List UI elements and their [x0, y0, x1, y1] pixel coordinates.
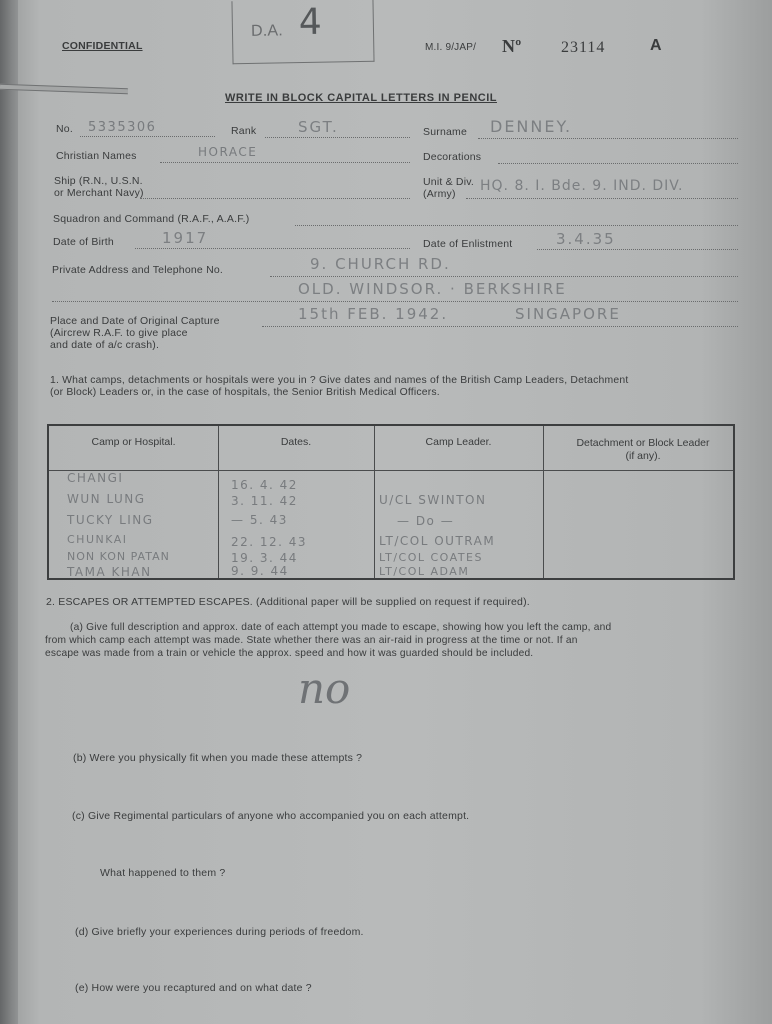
date-of-birth-label: Date of Birth	[53, 236, 114, 248]
stamp-text: D.A.	[250, 22, 284, 40]
camps-table	[47, 424, 735, 580]
header-camp: Camp or Hospital.	[91, 436, 176, 448]
address-label: Private Address and Telephone No.	[52, 264, 224, 276]
surname-label: Surname	[423, 126, 468, 138]
question-2c-text: (c) Give Regimental particulars of anyone who accompanied you on each attempt.	[72, 810, 470, 822]
row-camp: CHUNKAI	[67, 533, 128, 546]
row-date: 3. 11. 42	[231, 494, 298, 508]
decorations-label: Decorations	[423, 151, 482, 163]
address-line-2: OLD. WINDSOR. · BERKSHIRE	[298, 280, 567, 298]
question-1-text-2: (or Block) Leaders or, in the case of hospitals, the Senior British Medical Officers.	[50, 387, 440, 398]
row-leader: LT/COL COATES	[379, 551, 483, 564]
enlistment-label: Date of Enlistment	[423, 238, 513, 250]
row-date: 9. 9. 44	[231, 564, 289, 578]
unit-value: HQ. 8. I. Bde. 9. IND. DIV.	[480, 178, 684, 194]
address-line-1: 9. CHURCH RD.	[310, 255, 451, 273]
serial-suffix: A	[650, 37, 662, 54]
rank-value: SGT.	[298, 118, 339, 136]
row-camp: TAMA KHAN	[67, 565, 152, 579]
capture-place-value: SINGAPORE	[515, 305, 621, 323]
number-label: Nº	[502, 36, 522, 56]
ship-label: Ship (R.N., U.S.N.	[54, 175, 143, 187]
binding-string	[0, 84, 128, 94]
question-2c-sub-text: What happened to them ?	[100, 867, 226, 879]
stamp-number: 4	[298, 1, 323, 44]
christian-names-value: HORACE	[198, 145, 258, 159]
capture-label-2: (Aircrew R.A.F. to give place	[50, 327, 188, 339]
date-of-birth-value: 1917	[162, 229, 209, 247]
row-leader: U/CL SWINTON	[379, 493, 487, 507]
capture-date-value: 15th FEB. 1942.	[298, 305, 449, 323]
question-2-heading: 2. ESCAPES OR ATTEMPTED ESCAPES. (Additional paper will be supplied on request if required).	[46, 596, 530, 608]
row-camp: NON KON PATAN	[67, 550, 170, 563]
question-2b-text: (b) Were you physically fit when you made these attempts ?	[73, 752, 363, 764]
capture-label: Place and Date of Original Capture	[50, 315, 220, 327]
row-date: 16. 4. 42	[231, 478, 298, 492]
unit-label-2: (Army)	[423, 188, 456, 200]
row-date: 19. 3. 44	[231, 551, 298, 565]
christian-names-label: Christian Names	[56, 150, 137, 162]
enlistment-value: 3.4.35	[556, 230, 616, 248]
unit-label: Unit & Div.	[423, 176, 475, 188]
squadron-label: Squadron and Command (R.A.F., A.A.F.)	[53, 213, 250, 225]
header-detachment-leader: Detachment or Block Leader (if any).	[576, 437, 710, 462]
received-stamp	[231, 0, 374, 64]
pencil-instruction: WRITE IN BLOCK CAPITAL LETTERS IN PENCIL	[225, 92, 497, 104]
row-date: — 5. 43	[231, 513, 288, 527]
question-2a-text-2: from which camp each attempt was made. State whether there was an air-raid in progress at the time or not. If an	[45, 635, 578, 646]
form-reference: M.I. 9/JAP/	[425, 42, 477, 53]
row-camp: WUN LUNG	[67, 492, 146, 506]
row-leader: — Do —	[397, 514, 455, 528]
question-2d-text: (d) Give briefly your experiences during periods of freedom.	[75, 926, 364, 938]
escape-answer: no	[298, 664, 351, 713]
question-2a-text-3: escape was made from a train or vehicle the approx. speed and how it was guarded should be included.	[45, 648, 534, 659]
confidential-label: CONFIDENTIAL	[62, 40, 143, 52]
row-date: 22. 12. 43	[231, 535, 308, 549]
row-camp: CHANGI	[67, 471, 124, 485]
question-2e-text: (e) How were you recaptured and on what date ?	[75, 982, 312, 994]
row-camp: TUCKY LING	[67, 513, 154, 527]
question-2a-text: (a) Give full description and approx. date of each attempt you made to escape, showing how you left the camp, and	[70, 622, 612, 633]
capture-label-3: and date of a/c crash).	[50, 339, 160, 351]
no-label: No.	[56, 123, 73, 135]
serial-number: 23114	[561, 39, 606, 56]
question-1-text: 1. What camps, detachments or hospitals were you in ? Give dates and names of the British Camp Leaders, Detachment	[50, 375, 629, 386]
surname-value: DENNEY.	[490, 117, 573, 136]
row-leader: LT/COL ADAM	[379, 565, 470, 578]
header-camp-leader: Camp Leader.	[425, 436, 492, 448]
header-dates: Dates.	[280, 436, 312, 448]
row-leader: LT/COL OUTRAM	[379, 534, 496, 548]
service-number-value: 5335306	[88, 120, 157, 135]
rank-label: Rank	[231, 125, 257, 137]
ship-label-2: or Merchant Navy)	[54, 187, 144, 199]
